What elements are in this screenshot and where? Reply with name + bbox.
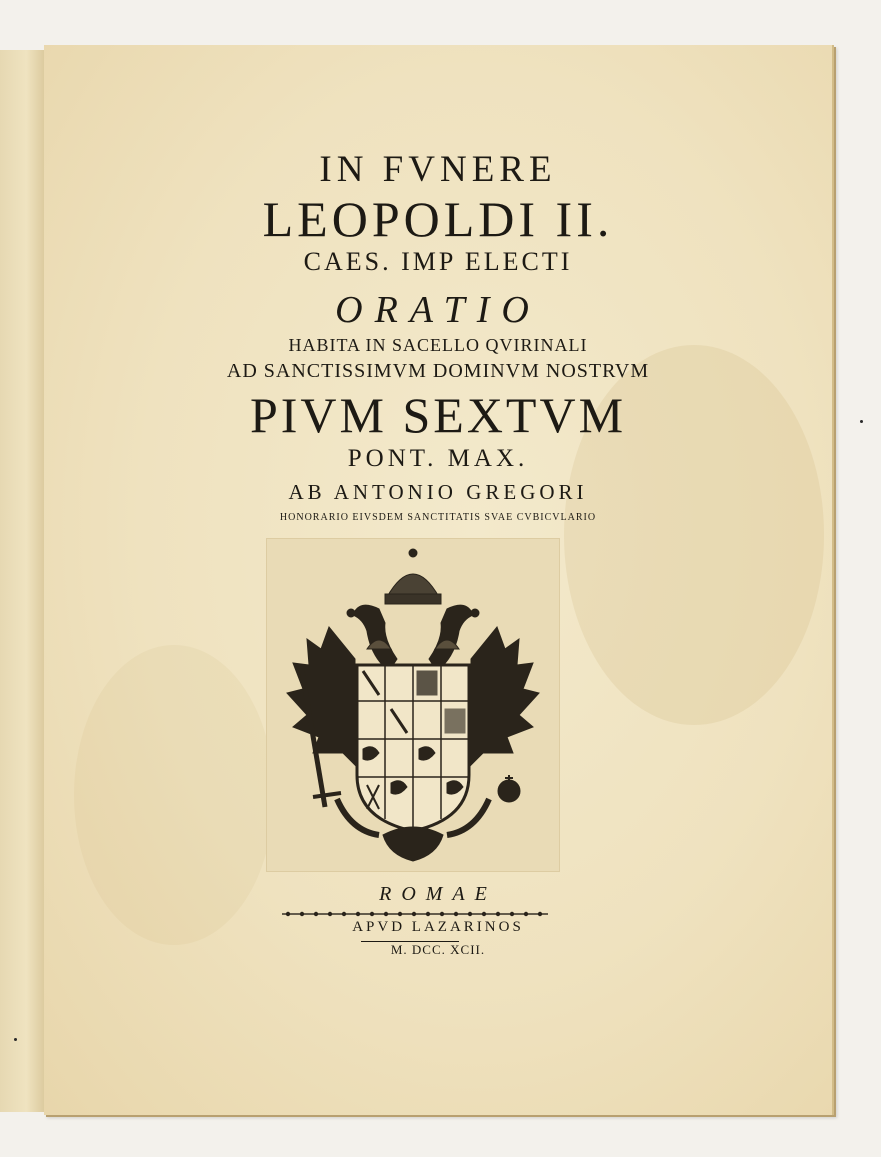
speck bbox=[860, 420, 863, 423]
imprint-date: M. DCC. XCII. bbox=[390, 942, 486, 957]
left-page-edge bbox=[0, 50, 45, 1112]
title-line-caes-imp: CAES. IMP ELECTI bbox=[303, 247, 573, 276]
speck bbox=[14, 1038, 17, 1041]
engraving-plate bbox=[266, 538, 560, 872]
author-line: AB ANTONIO GREGORI bbox=[288, 480, 588, 504]
imprint-place: ROMAE bbox=[379, 883, 497, 905]
title-line-in-funere: IN FVNERE bbox=[319, 149, 557, 190]
title-line-leopoldi: LEOPOLDI II. bbox=[262, 191, 614, 247]
ornament-rule-icon bbox=[282, 910, 548, 918]
title-page bbox=[44, 45, 834, 1115]
double-headed-eagle-icon bbox=[267, 539, 559, 871]
title-line-dominum: AD SANCTISSIMVM DOMINVM NOSTRVM bbox=[226, 360, 650, 382]
title-line-oratio: ORATIO bbox=[335, 289, 541, 331]
title-line-pium-sextum: PIVM SEXTVM bbox=[249, 387, 627, 443]
imprint-printer: APVD LAZARINOS bbox=[352, 919, 524, 935]
title-line-pont-max: PONT. MAX. bbox=[347, 445, 529, 472]
author-title-line: HONORARIO EIVSDEM SANCTITATIS SVAE CVBICVLARIO bbox=[279, 512, 597, 523]
title-line-habita: HABITA IN SACELLO QVIRINALI bbox=[288, 335, 588, 355]
